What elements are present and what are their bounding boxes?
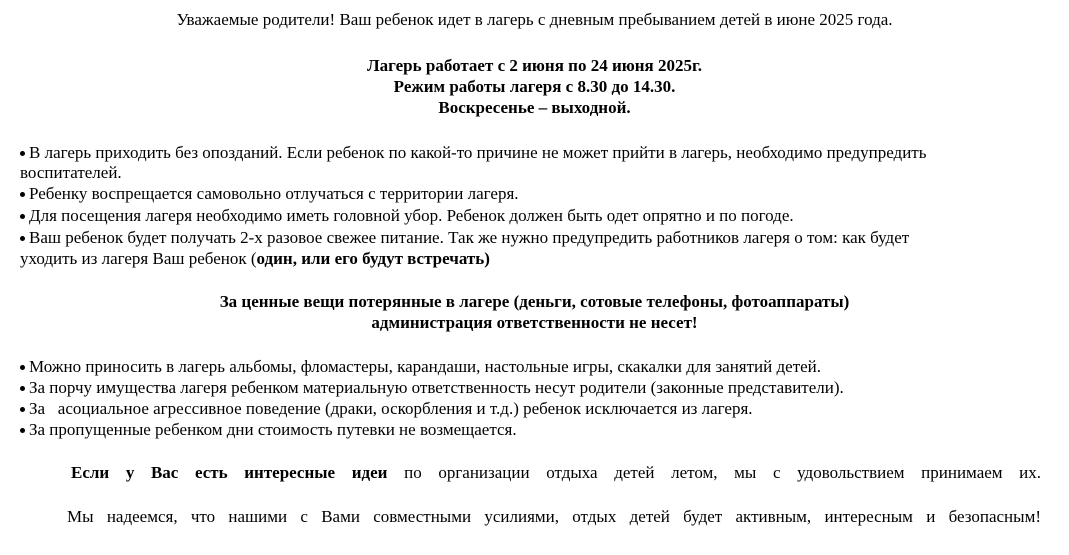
rule-meals <box>20 228 909 248</box>
ideas-bold: Если у Вас есть интересные идеи <box>71 463 388 482</box>
rule-punctuality-cont: воспитателей. <box>20 163 122 182</box>
bullet-icon <box>20 214 25 219</box>
bullet-icon <box>20 151 25 156</box>
rule-text: уходить из лагеря Ваш ребенок ( <box>20 249 257 268</box>
rule-headwear <box>20 206 794 226</box>
bullet-icon <box>20 365 25 370</box>
rule-text: За пропущенные ребенком дни стоимость путевки не возмещается. <box>29 420 517 439</box>
rule-text: Можно приносить в лагерь альбомы, фломастеры, карандаши, настольные игры, скакалки для занятий детей. <box>29 357 822 376</box>
rule-text: За порчу имущества лагеря ребенком материальную ответственность несут родители (законные представители). <box>29 378 844 397</box>
rule-allowed-items <box>20 357 821 377</box>
bullet-icon <box>20 386 25 391</box>
bullet-icon <box>20 192 25 197</box>
bullet-icon <box>20 236 25 241</box>
rule-text: Для посещения лагеря необходимо иметь головной убор. Ребенок должен быть одет опрятно и по погоде. <box>29 206 794 225</box>
ideas-paragraph <box>71 463 1041 483</box>
schedule-day-off: Воскресенье – выходной. <box>438 98 631 117</box>
bullet-icon <box>20 428 25 433</box>
rule-text: Ребенку воспрещается самовольно отлучаться с территории лагеря. <box>29 184 519 203</box>
rule-text: За асоциальное агрессивное поведение (драки, оскорбления и т.д.) ребенок исключается из лагеря. <box>29 399 753 418</box>
schedule-dates: Лагерь работает с 2 июня по 24 июня 2025г. <box>366 56 703 75</box>
valuables-notice-line1: За ценные вещи потерянные в лагере (деньги, сотовые телефоны, фотоаппараты) <box>219 292 850 311</box>
rule-missed-days <box>20 420 517 440</box>
rule-text: Ваш ребенок будет получать 2-х разовое свежее питание. Так же нужно предупредить работников лагеря о том: как будет <box>29 228 910 247</box>
ideas-rest: по организации отдыха детей летом, мы с удовольствием принимаем их. <box>387 463 1041 482</box>
rule-meals-cont <box>20 249 490 269</box>
closing-paragraph: Мы надеемся, что нашими с Вами совместными усилиями, отдых детей будет активным, интересным и безопасным! <box>67 507 1041 526</box>
rule-text-bold: один, или его будут встречать) <box>256 249 490 268</box>
rule-territory <box>20 184 519 204</box>
rule-punctuality <box>20 143 927 163</box>
rule-property-damage <box>20 378 844 398</box>
schedule-hours: Режим работы лагеря с 8.30 до 14.30. <box>393 77 676 96</box>
rule-text: В лагерь приходить без опозданий. Если ребенок по какой-то причине не может прийти в лагерь, необходимо предупредить <box>29 143 927 162</box>
bullet-icon <box>20 407 25 412</box>
rule-behavior <box>20 399 753 419</box>
valuables-notice-line2: администрация ответственности не несет! <box>371 313 698 332</box>
intro-greeting: Уважаемые родители! Ваш ребенок идет в лагерь с дневным пребыванием детей в июне 2025 года. <box>176 10 893 29</box>
